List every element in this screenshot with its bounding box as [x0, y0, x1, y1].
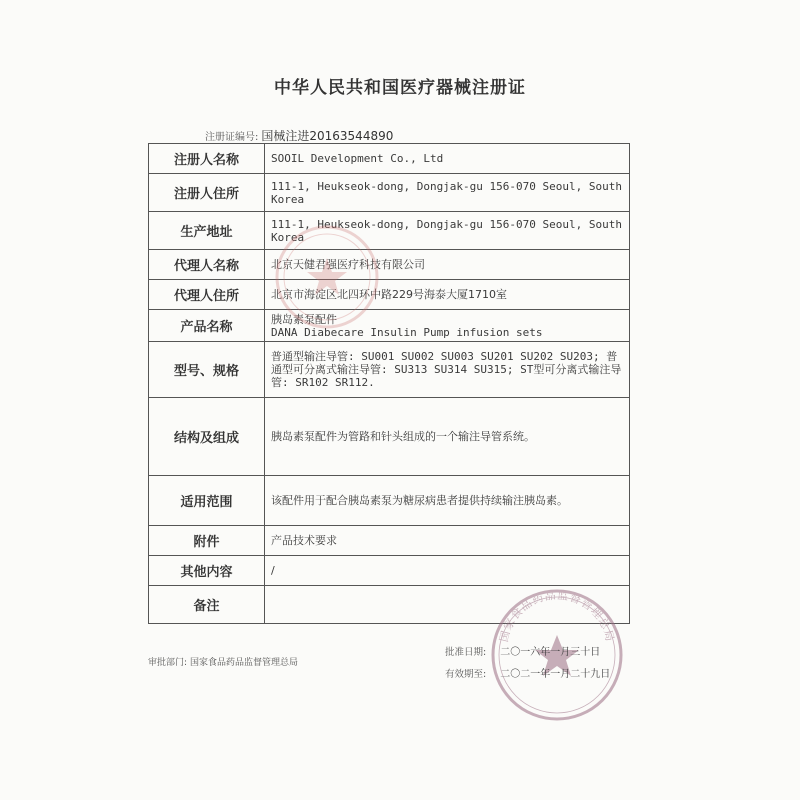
- dates-block: [445, 642, 610, 686]
- row-value: 该配件用于配合胰岛素泵为糖尿病患者提供持续输注胰岛素。: [265, 476, 630, 526]
- registration-number-value: 国械注进20163544890: [261, 129, 394, 143]
- table-row: [149, 174, 630, 212]
- row-value: 产品技术要求: [265, 526, 630, 556]
- approval-date-value: 二〇一六年一月三十日: [500, 647, 601, 658]
- row-value: 普通型输注导管: SU001 SU002 SU003 SU201 SU202 SU203; 普通型可分离式输注导管: SU313 SU314 SU315; ST型可分离式输注导管: SR102 SR112.: [265, 342, 630, 398]
- certificate-table: [148, 143, 630, 624]
- row-label: 适用范围: [149, 476, 265, 526]
- approval-date: [445, 642, 610, 664]
- approver-value: 国家食品药品监督管理总局: [190, 658, 299, 668]
- row-label: 生产地址: [149, 212, 265, 250]
- valid-until-value: 二〇二一年一月二十九日: [500, 669, 611, 680]
- valid-until: [445, 664, 610, 686]
- row-value: 111-1, Heukseok-dong, Dongjak-gu 156-070 Seoul, South Korea: [265, 174, 630, 212]
- table-row: [149, 526, 630, 556]
- table-row: [149, 342, 630, 398]
- registration-number: [205, 127, 393, 144]
- row-label: 型号、规格: [149, 342, 265, 398]
- table-row: [149, 212, 630, 250]
- approval-date-label: 批准日期:: [445, 647, 487, 658]
- valid-until-label: 有效期至:: [445, 669, 487, 680]
- registration-number-label: 注册证编号:: [205, 132, 259, 143]
- approval-department: [148, 655, 298, 668]
- table-row: [149, 310, 630, 342]
- row-label: 代理人住所: [149, 280, 265, 310]
- document-title: 中华人民共和国医疗器械注册证: [274, 78, 526, 98]
- row-label: 备注: [149, 586, 265, 624]
- row-label: 附件: [149, 526, 265, 556]
- row-value: SOOIL Development Co., Ltd: [265, 144, 630, 174]
- row-label: 其他内容: [149, 556, 265, 586]
- seal-text: 国家食品药品监督管理总局: [497, 588, 617, 644]
- row-label: 结构及组成: [149, 398, 265, 476]
- product-name-cn: 胰岛素泵配件: [271, 312, 337, 326]
- product-name-en: DANA Diabecare Insulin Pump infusion sets: [271, 325, 543, 339]
- table-row: [149, 250, 630, 280]
- table-row: [149, 280, 630, 310]
- row-value: 北京市海淀区北四环中路229号海泰大厦1710室: [265, 280, 630, 310]
- row-value: 北京天健君强医疗科技有限公司: [265, 250, 630, 280]
- row-value: 胰岛素泵配件为管路和针头组成的一个输注导管系统。: [265, 398, 630, 476]
- row-label: 代理人名称: [149, 250, 265, 280]
- company-stamp-icon: [272, 222, 382, 332]
- row-value: 111-1, Heukseok-dong, Dongjak-gu 156-070 Seoul, South Korea: [265, 212, 630, 250]
- row-label: 注册人名称: [149, 144, 265, 174]
- table-row: [149, 556, 630, 586]
- table-row: [149, 144, 630, 174]
- table-row: [149, 398, 630, 476]
- row-label: 注册人住所: [149, 174, 265, 212]
- approver-label: 审批部门:: [148, 658, 188, 668]
- table-row: [149, 476, 630, 526]
- row-label: 产品名称: [149, 310, 265, 342]
- row-value: /: [265, 556, 630, 586]
